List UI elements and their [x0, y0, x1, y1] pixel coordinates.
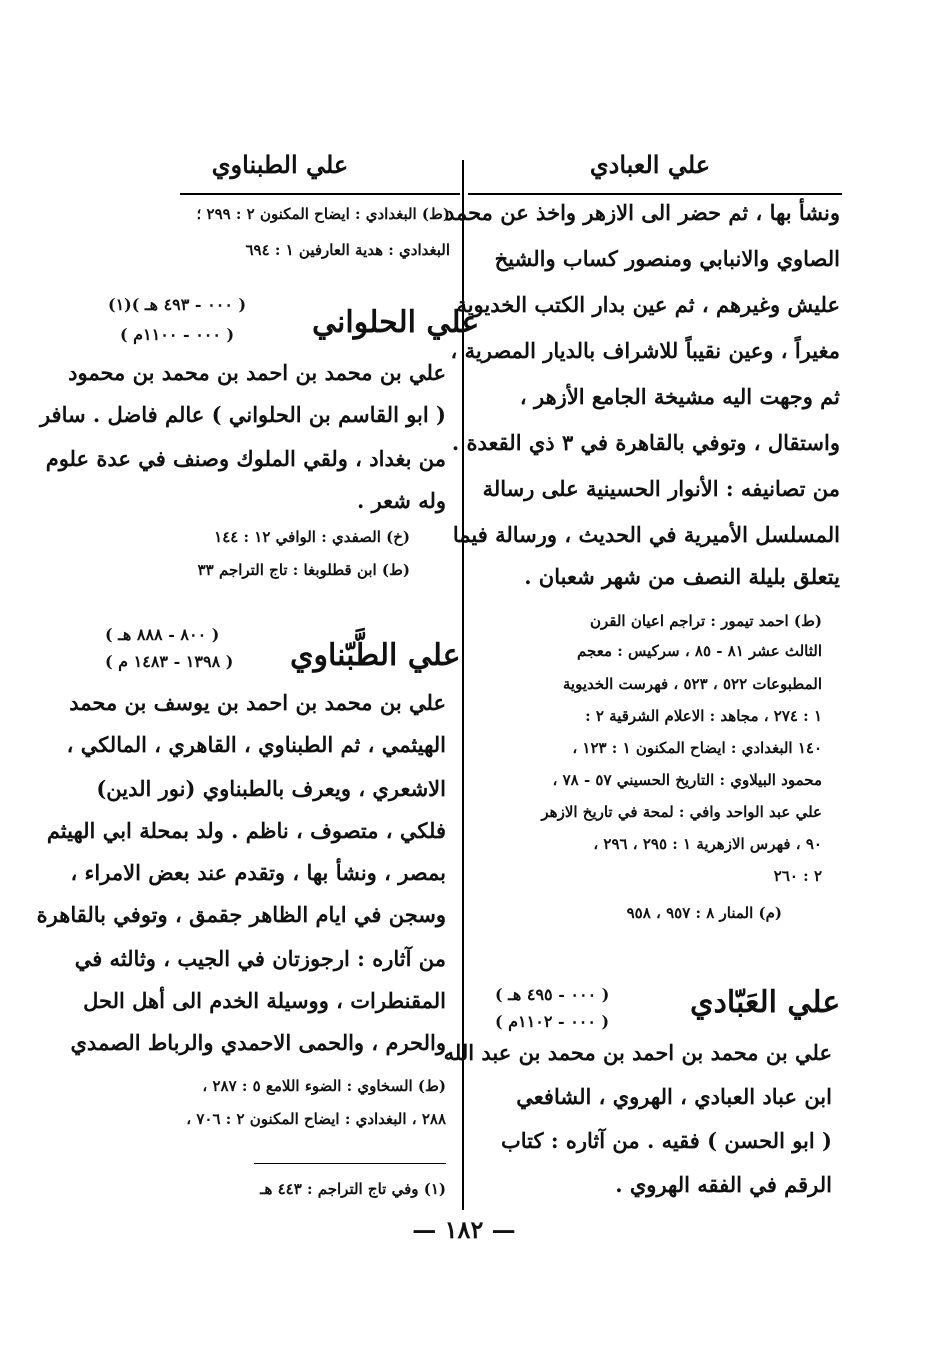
entry-line: من آثاره : ارجوزتان في الجيب ، وثالثه في [74, 946, 446, 971]
entry-line: المقنطرات ، ووسيلة الخدم الى أهل الحل [83, 988, 446, 1013]
footnote-rule [254, 1163, 446, 1164]
entry-line: ( ابو القاسم بن الحلواني ) عالم فاضل . سافر [39, 402, 446, 427]
reference-line: علي عبد الواحد وافي : لمحة في تاريخ الازهر [541, 803, 822, 821]
left-entry2-body [36, 690, 446, 1070]
reference-line: البغدادي : هدية العارفين ١ : ٦٩٤ [245, 241, 450, 259]
left-column-header: علي الطبناوي [211, 150, 349, 179]
reference-line: ٩٠ ، فهرس الازهرية ١ : ٢٩٥ ، ٢٩٦ ، [593, 835, 822, 853]
footnote [150, 1180, 446, 1210]
footnote-text: (١) وفي تاج التراجم : ٤٤٣ هـ [260, 1180, 446, 1198]
reference-line: ٢٨٨ ، البغدادي : ايضاح المكنون ٢ : ٧٠٦ ، [186, 1110, 446, 1128]
entry-line: من بغداد ، ولقي الملوك وصنف في عدة علوم [45, 446, 446, 471]
reference-line: (ط) احمد تيمور : تراجم اعيان القرن [589, 612, 822, 630]
entry-line: علي بن محمد بن احمد بن محمد بن محمود [68, 360, 446, 385]
entry-line: الهيثمي ، ثم الطبناوي ، القاهري ، المالكي ، [66, 732, 446, 757]
left-top-references [100, 205, 450, 275]
bio-line: الصاوي والانبابي ومنصور كساب والشيخ [494, 246, 840, 271]
right-references [472, 612, 822, 942]
entry-title: علي الطَّبّناوي [290, 638, 461, 673]
bio-line: من تصانيفه : الأنوار الحسينية على رسالة [482, 476, 840, 501]
right-entry2-body [443, 1040, 832, 1210]
entry-line: علي بن محمد بن احمد بن محمد بن عبد الله [443, 1040, 832, 1065]
page-number: — ١٨٢ — [412, 1215, 516, 1244]
entry-line: الاشعري ، ويعرف بالطبناوي (نور الدين) [96, 776, 446, 801]
entry-dates-hijri: ( ٨٠٠ - ٨٨٨ هـ ) [105, 625, 220, 644]
entry-line: ( ابو الحسن ) فقيه . من آثاره : كتاب [501, 1128, 832, 1153]
header-rule-right [468, 193, 842, 195]
entry-line: علي بن محمد بن احمد بن يوسف بن محمد [69, 690, 446, 715]
left-entry1-body [39, 360, 446, 520]
entry-line: ابن عباد العبادي ، الهروي ، الشافعي [516, 1084, 832, 1109]
entry-dates-gregorian: ( ١٣٩٨ - ١٤٨٣ م ) [105, 652, 234, 671]
reference-line: المطبوعات ٥٢٢ ، ٥٢٣ ، فهرست الخديوية [562, 675, 822, 693]
reference-line: محمود البيلاوي : التاريخ الحسيني ٥٧ - ٧٨ ، [552, 771, 822, 789]
bio-line: ونشأ بها ، ثم حضر الى الازهر واخذ عن محمد [444, 200, 840, 225]
reference-line: ٢ : ٢٦٠ [773, 867, 822, 885]
bio-line: عليش وغيرهم ، ثم عين بدار الكتب الخديوية [456, 292, 840, 317]
bio-line: المسلسل الأميرية في الحديث ، ورسالة فيما [452, 522, 840, 547]
left-entry2-references [100, 1077, 446, 1137]
reference-line: (ط) السخاوي : الضوء اللامع ٥ : ٢٨٧ ، [202, 1077, 446, 1095]
entry-title: علي الحلواني [312, 305, 480, 340]
entry-line: بمصر ، ونشأ بها ، وتقدم عند بعض الامراء ، [70, 860, 446, 885]
bio-line: مغيراً ، وعين نقيباً للاشراف بالديار المصرية ، [450, 338, 840, 363]
bio-line: ثم وجهت اليه مشيخة الجامع الأزهر ، [519, 384, 840, 409]
entry-dates-gregorian: ( ٠٠٠ - ١١٠٠م ) [120, 325, 235, 344]
reference-line: ١ : ٢٧٤ ، مجاهد : الاعلام الشرقية ٢ : [585, 707, 822, 725]
entry-dates-hijri: ( ٠٠٠ - ٤٩٣ هـ )(١) [108, 295, 247, 314]
header-rule-left [180, 193, 460, 195]
entry-dates-hijri: ( ٠٠٠ - ٤٩٥ هـ ) [495, 985, 610, 1004]
reference-line: (ط) ابن قطلوبغا : تاج التراجم ٣٣ [197, 561, 410, 579]
entry-dates-gregorian: ( ٠٠٠ - ١١٠٢م ) [495, 1012, 610, 1031]
reference-line: (م) المنار ٨ : ٩٥٧ ، ٩٥٨ [626, 904, 782, 922]
entry-line: الرقم في الفقه الهروي . [615, 1172, 832, 1197]
entry-line: والحرم ، والحمى الاحمدي والرباط الصمدي [70, 1030, 446, 1055]
reference-line: الثالث عشر ٨١ - ٨٥ ، سركيس : معجم [577, 642, 822, 660]
left-entry1-references [120, 528, 410, 588]
right-column-header: علي العبادي [589, 150, 711, 179]
entry-line: فلكي ، متصوف ، ناظم . ولد بمحلة ابي الهيثم [46, 818, 446, 843]
reference-line: ١٤٠ البغدادي : ايضاح المكنون ١ : ١٢٣ ، [572, 739, 822, 757]
right-bio [444, 200, 840, 600]
entry-line: وله شعر . [356, 488, 446, 513]
reference-line: (ط) البغدادي : ايضاح المكنون ٢ : ٢٩٩ ؛ [196, 205, 450, 223]
bio-line: واستقال ، وتوفي بالقاهرة في ٣ ذي القعدة . [451, 430, 840, 455]
reference-line: (خ) الصفدي : الوافي ١٢ : ١٤٤ [214, 528, 410, 546]
entry-title: علي العَبّادي [690, 985, 841, 1020]
entry-line: وسجن في ايام الظاهر جقمق ، وتوفي بالقاهرة [36, 902, 446, 927]
bio-line: يتعلق بليلة النصف من شهر شعبان . [524, 564, 840, 589]
